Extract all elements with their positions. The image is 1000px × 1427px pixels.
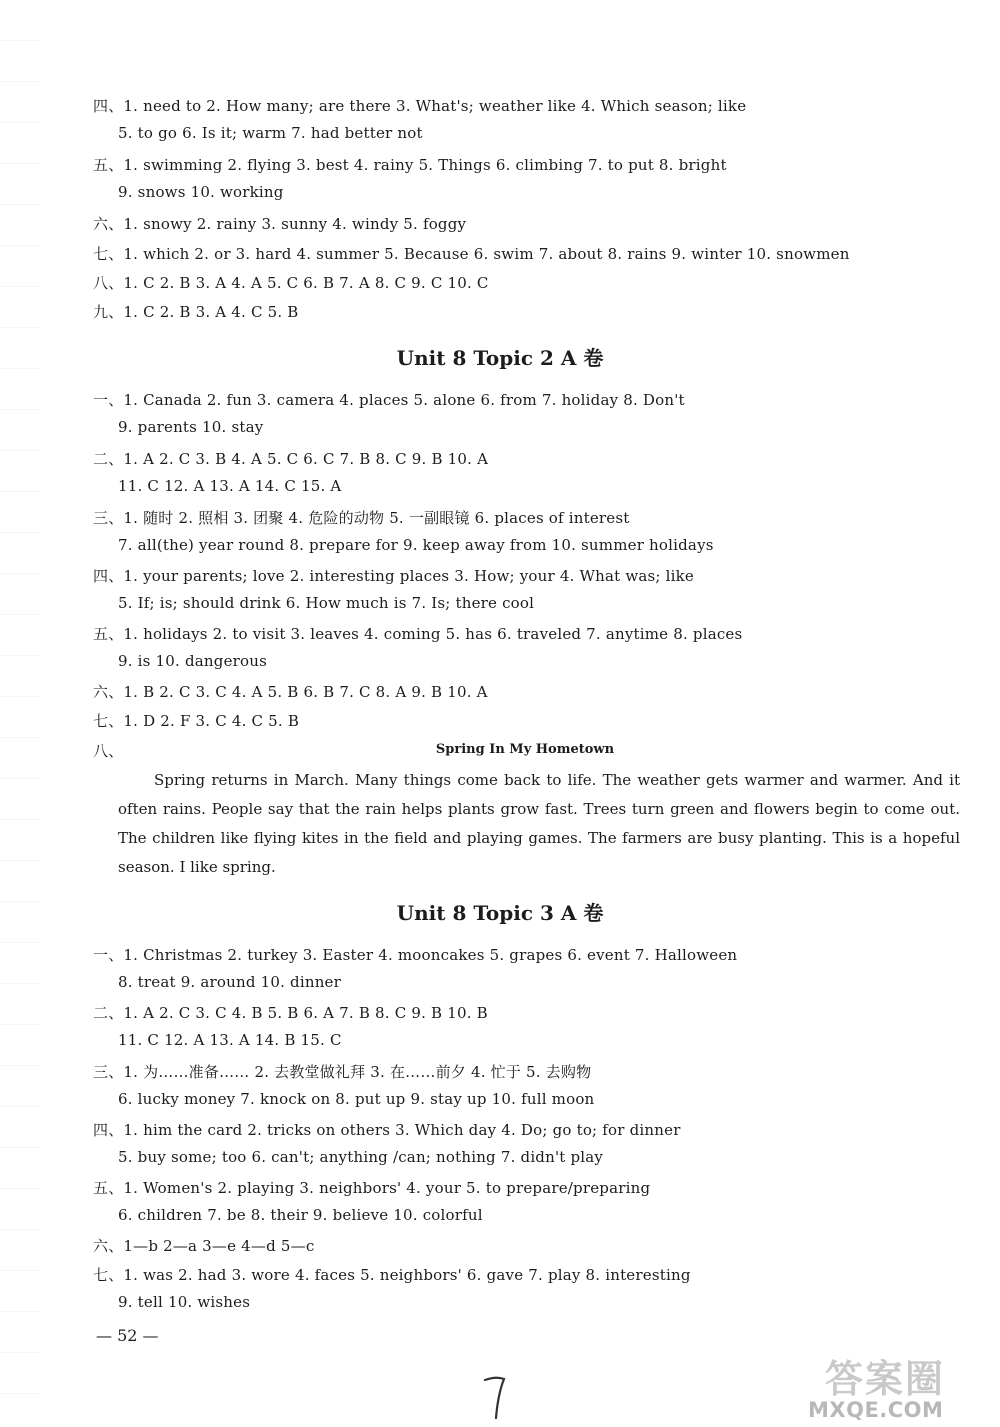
topic2-line: 六、1. B 2. C 3. C 4. A 5. B 6. B 7. C 8. A 9. B 10. A (93, 683, 488, 701)
topic2-line: 9. is 10. dangerous (118, 652, 268, 670)
essay-title: Spring In My Hometown (435, 742, 615, 757)
watermark-logo: 答案圈 (825, 1357, 946, 1401)
topic2-line: 四、1. your parents; love 2. interesting places 3. How; your 4. What was; like (93, 567, 694, 585)
answer-line-section-4: 四、1. need to 2. How many; are there 3. What's; weather like 4. Which season; like (93, 97, 747, 115)
topic3-line: 5. buy some; too 6. can't; anything /can; nothing 7. didn't play (118, 1148, 604, 1166)
answer-line-section-4-cont: 5. to go 6. Is it; warm 7. had better not (118, 124, 423, 142)
answer-line-section-5: 五、1. swimming 2. flying 3. best 4. rainy 5. Things 6. climbing 7. to put 8. bright (93, 156, 727, 174)
page-number: — 52 — (96, 1326, 159, 1345)
section-title-topic-2: Unit 8 Topic 2 A 卷 (396, 346, 604, 370)
topic2-line: 11. C 12. A 13. A 14. C 15. A (118, 477, 342, 495)
topic3-line: 一、1. Christmas 2. turkey 3. Easter 4. mooncakes 5. grapes 6. event 7. Halloween (93, 946, 738, 964)
topic3-line: 三、1. 为……准备…… 2. 去教堂做礼拜 3. 在……前夕 4. 忙于 5. 去购物 (93, 1063, 592, 1081)
topic3-line: 四、1. him the card 2. tricks on others 3. Which day 4. Do; go to; for dinner (93, 1121, 681, 1139)
topic2-section-8-label: 八、 (93, 742, 124, 760)
topic3-line: 六、1—b 2—a 3—e 4—d 5—c (93, 1237, 315, 1255)
binding-margin (0, 0, 40, 1427)
watermark-url: MXQE.COM (808, 1398, 944, 1422)
topic2-line: 7. all(the) year round 8. prepare for 9. keep away from 10. summer holidays (118, 536, 714, 554)
topic3-line: 9. tell 10. wishes (118, 1293, 251, 1311)
answer-line-section-5-cont: 9. snows 10. working (118, 183, 284, 201)
answer-line-section-6: 六、1. snowy 2. rainy 3. sunny 4. windy 5. foggy (93, 215, 467, 233)
topic3-line: 七、1. was 2. had 3. wore 4. faces 5. neighbors' 6. gave 7. play 8. interesting (93, 1266, 691, 1284)
handwritten-seven-mark (480, 1372, 510, 1422)
topic3-line: 8. treat 9. around 10. dinner (118, 973, 341, 991)
topic3-line: 11. C 12. A 13. A 14. B 15. C (118, 1031, 342, 1049)
topic3-line: 五、1. Women's 2. playing 3. neighbors' 4. your 5. to prepare/preparing (93, 1179, 651, 1197)
section-title-topic-3: Unit 8 Topic 3 A 卷 (396, 901, 604, 925)
topic3-line: 6. children 7. be 8. their 9. believe 10. colorful (118, 1206, 483, 1224)
topic3-line: 6. lucky money 7. knock on 8. put up 9. stay up 10. full moon (118, 1090, 595, 1108)
answer-line-section-7: 七、1. which 2. or 3. hard 4. summer 5. Because 6. swim 7. about 8. rains 9. winter 10. snowmen (93, 245, 850, 263)
topic2-line: 七、1. D 2. F 3. C 4. C 5. B (93, 712, 300, 730)
topic3-line: 二、1. A 2. C 3. C 4. B 5. B 6. A 7. B 8. C 9. B 10. B (93, 1004, 488, 1022)
topic2-line: 9. parents 10. stay (118, 418, 264, 436)
topic2-line: 二、1. A 2. C 3. B 4. A 5. C 6. C 7. B 8. C 9. B 10. A (93, 450, 489, 468)
topic2-line: 三、1. 随时 2. 照相 3. 团聚 4. 危险的动物 5. 一副眼镜 6. places of interest (93, 509, 630, 527)
topic2-line: 五、1. holidays 2. to visit 3. leaves 4. coming 5. has 6. traveled 7. anytime 8. places (93, 625, 743, 643)
topic2-line: 一、1. Canada 2. fun 3. camera 4. places 5. alone 6. from 7. holiday 8. Don't (93, 391, 685, 409)
essay-body: Spring returns in March. Many things come back to life. The weather gets warmer and warmer. And it often rains. People say that the rain helps plants grow fast. Trees turn green and flowers begin to come out. The children like flying kites in the field and playing games. The farmers are busy planting. This is a hopeful season. I like spring. (118, 771, 960, 876)
topic2-line: 5. If; is; should drink 6. How much is 7. Is; there cool (118, 594, 535, 612)
answer-line-section-8: 八、1. C 2. B 3. A 4. A 5. C 6. B 7. A 8. C 9. C 10. C (93, 274, 489, 292)
answer-line-section-9: 九、1. C 2. B 3. A 4. C 5. B (93, 303, 299, 321)
